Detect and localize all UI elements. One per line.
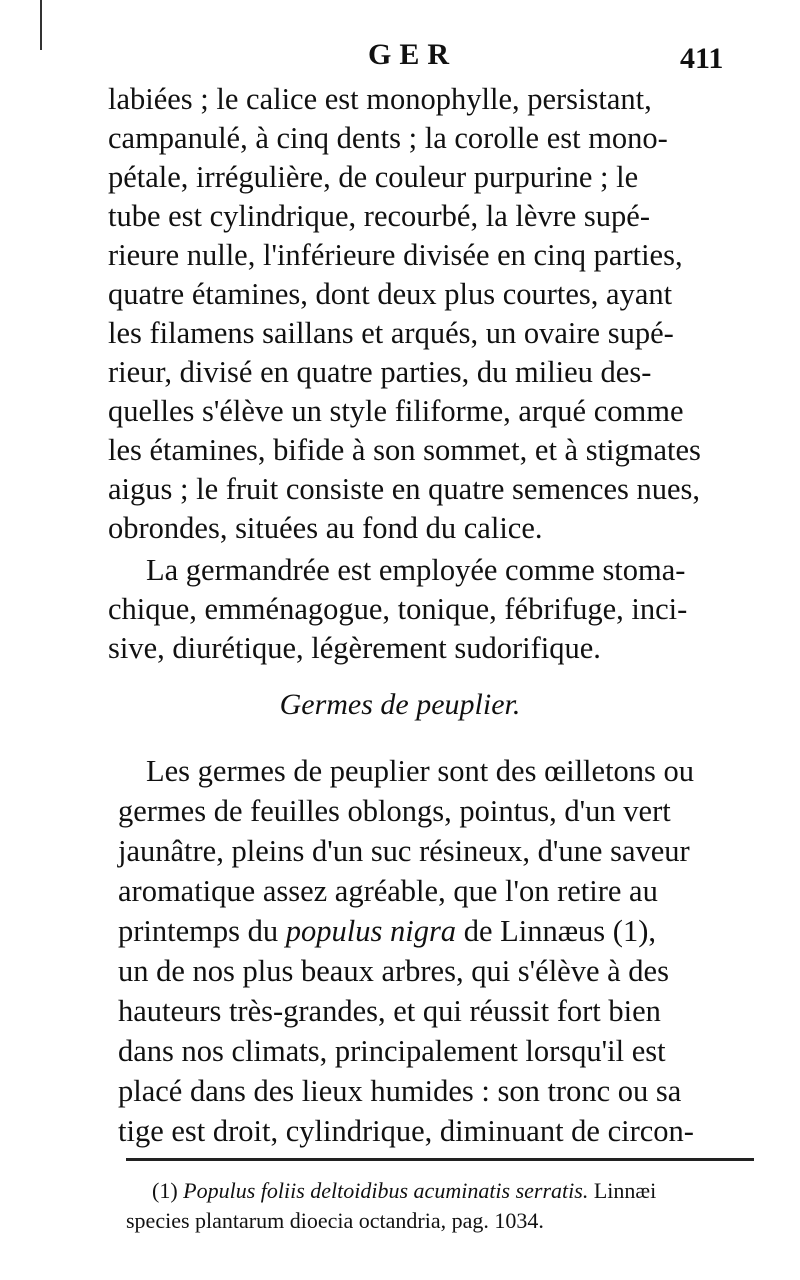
text-line: Les germes de peuplier sont des œilletons ou — [146, 754, 695, 788]
text-line: campanulé, à cinq dents ; la corolle est mono- — [108, 121, 668, 155]
text-line: placé dans des lieux humides : son tronc ou sa — [118, 1074, 682, 1108]
text-run: printemps du — [118, 914, 286, 948]
text-line: quatre étamines, dont deux plus courtes, ayant — [108, 277, 673, 311]
footnote-text: Linnæi — [593, 1178, 657, 1203]
text-line: chique, emménagogue, tonique, fébrifuge, inci- — [108, 592, 688, 626]
text-line: obrondes, situées au fond du calice. — [108, 511, 543, 545]
page-header — [0, 38, 800, 78]
footnote-line — [152, 1180, 656, 1202]
text-line: pétale, irrégulière, de couleur purpurine ; le — [108, 160, 639, 194]
text-line: aromatique assez agréable, que l'on retire au — [118, 874, 658, 908]
text-line: hauteurs très-grandes, et qui réussit fort bien — [118, 994, 661, 1028]
page-number: 411 — [680, 42, 724, 75]
text-line: les filamens saillans et arqués, un ovaire supé- — [108, 316, 674, 350]
footnote-marker: (1) — [152, 1178, 178, 1203]
text-line: dans nos climats, principalement lorsqu'il est — [118, 1034, 666, 1068]
footnote-italic-text: Populus foliis deltoidibus acuminatis serratis. — [183, 1178, 589, 1203]
text-line: sive, diurétique, légèrement sudorifique. — [108, 631, 601, 665]
italic-species-name: populus nigra — [285, 914, 457, 948]
footnote-rule — [126, 1158, 754, 1161]
text-line: les étamines, bifide à son sommet, et à stigmates — [108, 433, 701, 467]
text-line: tige est droit, cylindrique, diminuant de circon- — [118, 1114, 694, 1148]
text-line: rieur, divisé en quatre parties, du milieu des- — [108, 355, 652, 389]
text-line: un de nos plus beaux arbres, qui s'élève à des — [118, 954, 669, 988]
text-run: de Linnæus (1), — [456, 914, 656, 948]
text-line: rieure nulle, l'inférieure divisée en cinq parties, — [108, 238, 683, 272]
text-line: tube est cylindrique, recourbé, la lèvre supé- — [108, 199, 651, 233]
section-title: Germes de peuplier. — [279, 688, 521, 721]
text-line: germes de feuilles oblongs, pointus, d'un vert — [118, 794, 671, 828]
text-line: quelles s'élève un style filiforme, arqué comme — [108, 394, 684, 428]
text-line — [118, 916, 656, 947]
footnote-line: species plantarum dioecia octandria, pag. 1034. — [126, 1208, 544, 1233]
text-line: La germandrée est employée comme stoma- — [146, 553, 686, 587]
running-head: GER — [368, 38, 458, 71]
text-line: aigus ; le fruit consiste en quatre semences nues, — [108, 472, 701, 506]
text-line: labiées ; le calice est monophylle, persistant, — [108, 82, 652, 116]
text-line: jaunâtre, pleins d'un suc résineux, d'une saveur — [118, 834, 690, 868]
